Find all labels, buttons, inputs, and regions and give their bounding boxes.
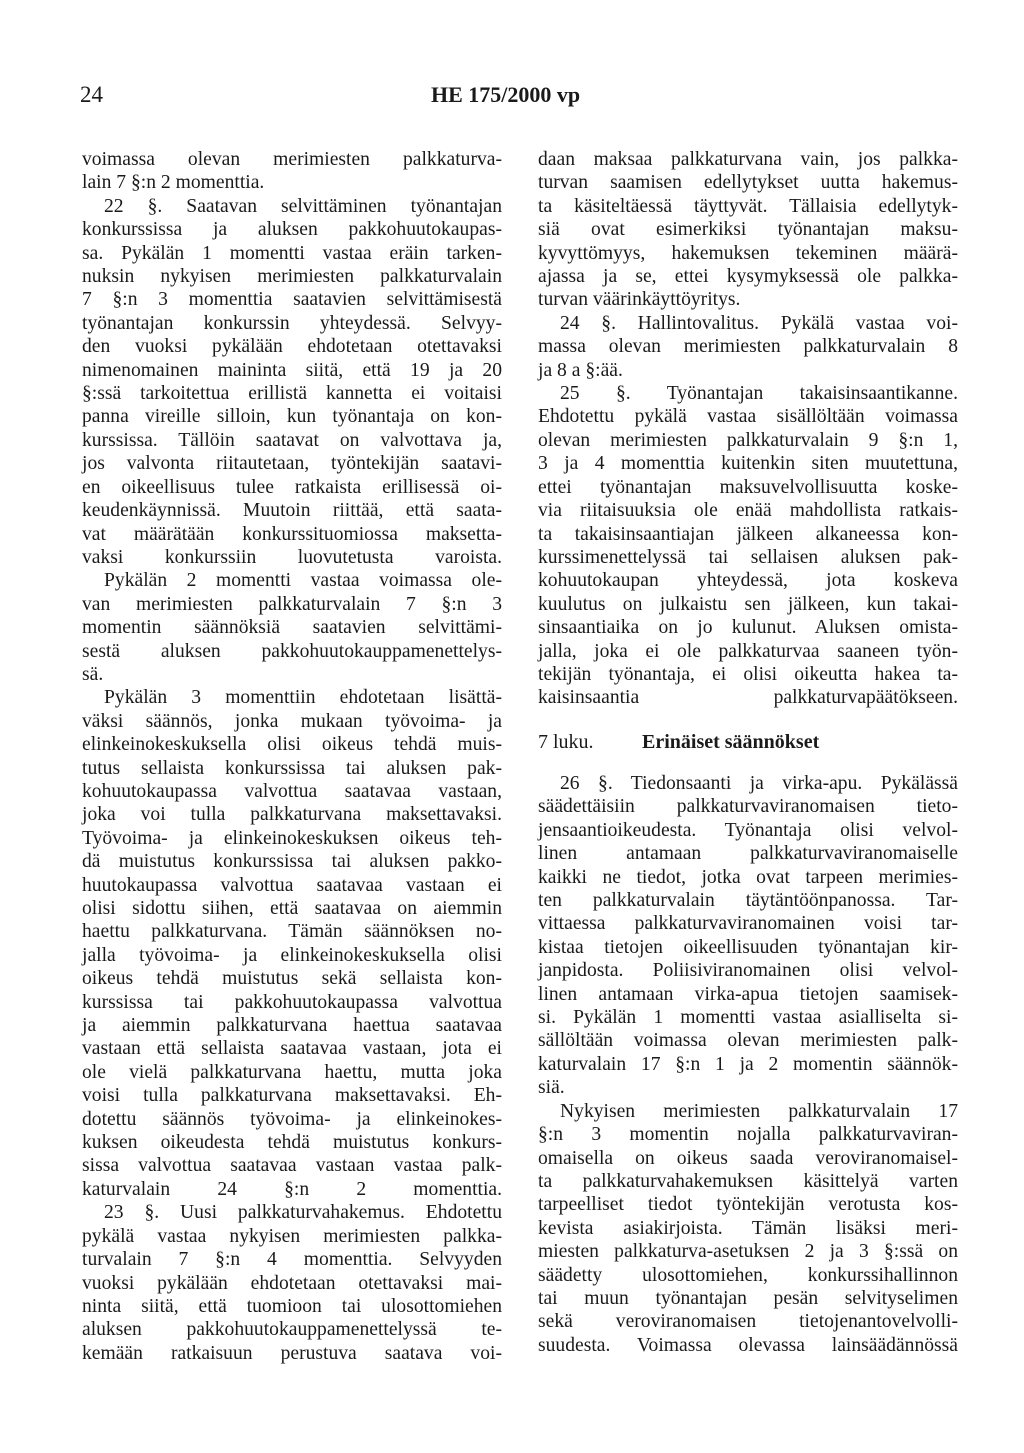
text-line: sa. Pykälän 1 momentti vastaa eräin tarken- — [82, 242, 502, 264]
text-line: vaksi konkurssiin luovutetusta varoista. — [82, 546, 502, 568]
text-line: kurssissa. Tällöin saatavat on valvottava ja, — [82, 429, 502, 451]
text-line: dä muistutus konkurssissa tai aluksen pakko- — [82, 851, 502, 873]
text-line: olisi sidottu siihen, että saatavaa on aiemmin — [82, 898, 502, 919]
page-number: 24 — [80, 82, 103, 107]
text-line: ajassa ja se, ettei kysymyksessä ole palkka- — [538, 266, 958, 288]
text-line: sinsaantiaika on jo kulunut. Aluksen omista- — [538, 617, 958, 639]
text-line: kuulutus on julkaistu sen jälkeen, kun takai- — [538, 593, 958, 615]
text-line: siä. — [538, 1077, 565, 1099]
text-line: jensaantioikeudesta. Työnantaja olisi velvol- — [538, 819, 958, 841]
text-line: dotettu säännös työvoima- ja elinkeinokes- — [82, 1108, 502, 1130]
text-line: panna vireille silloin, kun työnantaja on kon- — [82, 406, 502, 428]
text-line: kistaa tietojen oikeellisuuden työnantajan kir- — [538, 936, 958, 958]
text-line: siä ovat esimerkiksi työnantajan maksu- — [538, 219, 958, 241]
text-line: momentin säännöksiä saatavien selvittämi- — [82, 617, 502, 639]
text-line: Työvoima- ja elinkeinokeskuksen oikeus teh- — [82, 827, 502, 849]
text-line: sekä veroviranomaisen tietojenantovelvolli- — [538, 1311, 958, 1333]
text-line: en oikeellisuus tulee ratkaista erillisessä oi- — [82, 476, 502, 498]
text-line: säädetty ulosottomiehen, konkurssihallinnon — [538, 1264, 958, 1286]
document-id: HE 175/2000 vp — [431, 82, 581, 107]
text-line: keudenkäynnissä. Muutoin riittää, että saata- — [82, 500, 502, 522]
text-line: daan maksaa palkkaturvana vain, jos palkka- — [538, 149, 958, 170]
text-line: tekijän työnantaja, ei olisi oikeutta hakea ta- — [538, 663, 958, 685]
text-line: 26 §. Tiedonsaanti ja virka-apu. Pykälässä — [560, 773, 958, 794]
text-line: kemään ratkaisuun perustuva saatava voi- — [82, 1342, 502, 1364]
text-line: vittaessa palkkaturvaviranomainen voisi tar- — [538, 913, 958, 935]
right-column-top — [538, 148, 958, 710]
text-line: ta käsiteltäessä täyttyvät. Tällaisia edellytyk- — [538, 195, 958, 217]
right-column-bottom — [538, 772, 958, 1357]
text-line: aluksen pakkohuutokauppamenettelyssä te- — [82, 1319, 502, 1341]
text-line: omaisella on oikeus saada veroviranomaisel- — [538, 1147, 958, 1169]
text-line: 25 §. Työnantajan takaisinsaantikanne. — [560, 383, 958, 405]
chapter-number: 7 luku. — [538, 731, 594, 753]
text-line: ninta siitä, että tuomioon tai ulosottomiehen — [82, 1295, 502, 1317]
text-line: pykälä vastaa nykyisen merimiesten palkka- — [82, 1225, 502, 1247]
text-line: §:ssä tarkoitettua erillistä kannetta ei voitaisi — [82, 383, 502, 405]
text-line: Nykyisen merimiesten palkkaturvalain 17 — [560, 1100, 958, 1122]
text-line: voimassa olevan merimiesten palkkaturva- — [82, 149, 502, 170]
text-line: si. Pykälän 1 momentti vastaa asialliselta si- — [538, 1007, 958, 1029]
text-line: tarpeelliset tiedot työntekijän verotusta kos- — [538, 1194, 958, 1216]
text-line: lain 7 §:n 2 momenttia. — [82, 172, 265, 194]
text-line: ten palkkaturvalain täytäntöönpanossa. Tar- — [538, 890, 958, 912]
text-line: sissa valvottua saatavaa vastaan vastaa palk- — [82, 1155, 502, 1177]
text-line: elinkeinokeskuksella olisi oikeus tehdä muis- — [82, 734, 502, 756]
left-column — [82, 148, 502, 1365]
text-line: kohuutokaupan yhteydessä, jota koskeva — [538, 570, 958, 592]
text-line: katurvalain 24 §:n 2 momenttia. — [82, 1178, 502, 1200]
text-line: ta takaisinsaantiajan jälkeen alkaneessa kon- — [538, 523, 958, 545]
text-line: Pykälän 3 momenttiin ehdotetaan lisättä- — [104, 687, 502, 709]
text-line: ja 8 a §:ää. — [538, 359, 623, 381]
text-line: haettu palkkaturvana. Tämän säännöksen no- — [82, 921, 502, 943]
text-line: säädettäisiin palkkaturvaviranomaisen tieto- — [538, 796, 958, 818]
text-line: kurssissa tai pakkohuutokaupassa valvottua — [82, 991, 502, 1013]
text-line: olevan merimiesten palkkaturvalain 9 §:n 1, — [538, 429, 958, 451]
text-line: katurvalain 17 §:n 1 ja 2 momentin säännök- — [538, 1053, 958, 1075]
text-line: jalla, joka ei ole palkkaturvaa saaneen työn- — [538, 640, 958, 662]
text-line: §:n 3 momentin nojalla palkkaturvaviran- — [538, 1124, 958, 1146]
text-line: joka voi tulla palkkaturvana maksettavaksi. — [82, 804, 502, 826]
text-line: miesten palkkaturva-asetuksen 2 ja 3 §:ssä on — [538, 1241, 958, 1263]
text-line: kaikki ne tiedot, jotka ovat tarpeen merimies- — [538, 866, 958, 888]
chapter-title: Erinäiset säännökset — [642, 731, 820, 753]
text-line: 7 §:n 3 momenttia saatavien selvittämisestä — [82, 289, 502, 311]
text-line: ole vielä palkkaturvana haettu, mutta joka — [82, 1061, 502, 1083]
text-line: 3 ja 4 momenttia kuitenkin siten muutettuna, — [538, 453, 958, 475]
text-line: kuksen oikeudesta tehdä muistutus konkurs- — [82, 1132, 502, 1154]
text-line: linen antamaan virka-apua tietojen saamisek- — [538, 983, 958, 1005]
text-line: sällöltään voimassa olevan merimiesten palk- — [538, 1030, 958, 1052]
text-line: kaisinsaantia palkkaturvapäätökseen. — [538, 687, 958, 709]
text-line: janpidosta. Poliisiviranomainen olisi velvol- — [538, 960, 958, 982]
text-line: Ehdotettu pykälä vastaa sisällöltään voimassa — [538, 406, 958, 428]
text-line: voisi tulla palkkaturvana maksettavaksi. Eh- — [82, 1085, 502, 1107]
text-line: työnantajan konkurssin yhteydessä. Selvyy- — [82, 312, 502, 334]
text-line: sestä aluksen pakkohuutokauppamenettelys- — [82, 640, 502, 662]
text-line: turvan saamisen edellytykset uutta hakemus- — [538, 172, 958, 194]
chapter-heading — [538, 731, 958, 754]
text-line: linen antamaan palkkaturvaviranomaiselle — [538, 843, 958, 865]
text-line: vastaan että sellaista saatavaa vastaan, jota ei — [82, 1038, 502, 1060]
text-line: kohuutokaupassa valvottua saatavaa vastaan, — [82, 780, 502, 802]
text-line: ja aiemmin palkkaturvana haettua saatavaa — [82, 1015, 502, 1037]
text-line: kevista asiakirjoista. Tämän lisäksi meri- — [538, 1217, 958, 1239]
text-line: turvan väärinkäyttöyritys. — [538, 289, 741, 311]
text-line: van merimiesten palkkaturvalain 7 §:n 3 — [82, 593, 502, 615]
text-line: vuoksi pykälään ehdotetaan otettavaksi mai- — [82, 1272, 502, 1294]
text-line: suudesta. Voimassa olevassa lainsäädännössä — [538, 1334, 958, 1356]
text-line: ta palkkaturvahakemuksen käsittelyä varten — [538, 1170, 958, 1192]
text-line: nuksin nykyisen merimiesten palkkaturvalain — [82, 266, 502, 288]
text-line: tai muun työnantajan pesän selvityselimen — [538, 1287, 958, 1309]
text-line: kurssimenettelyssä tai sellaisen aluksen pak- — [538, 546, 958, 568]
text-line: 24 §. Hallintovalitus. Pykälä vastaa voi- — [560, 312, 958, 334]
text-line: tutus sellaista konkurssissa tai aluksen pak- — [82, 757, 502, 779]
text-line: den vuoksi pykälään ehdotetaan otettavaksi — [82, 336, 502, 358]
text-line: vat määrätään konkurssituomiossa maksetta- — [82, 523, 502, 545]
text-line: huutokaupassa valvottua saatavaa vastaan ei — [82, 874, 502, 896]
text-line: jos valvonta riitautetaan, työntekijän saatavi- — [82, 453, 502, 475]
text-line: ettei työnantajan maksuvelvollisuutta koske- — [538, 476, 958, 498]
text-line: via riitaisuuksia ole enää mahdollista ratkais- — [538, 500, 958, 522]
text-line: massa olevan merimiesten palkkaturvalain 8 — [538, 336, 958, 358]
text-line: kyvyttömyys, hakemuksen tekeminen määrä- — [538, 242, 958, 264]
text-line: nimenomainen maininta siitä, että 19 ja 20 — [82, 359, 502, 381]
text-line: turvalain 7 §:n 4 momenttia. Selvyyden — [82, 1249, 502, 1271]
text-line: 22 §. Saatavan selvittäminen työnantajan — [104, 195, 502, 217]
text-line: sä. — [82, 663, 104, 685]
text-line: oikeus tehdä muistutus sekä sellaista kon- — [82, 968, 502, 990]
text-line: 23 §. Uusi palkkaturvahakemus. Ehdotettu — [104, 1202, 502, 1224]
text-line: konkurssissa ja aluksen pakkohuutokaupas- — [82, 219, 502, 241]
text-line: väksi säännös, jonka mukaan työvoima- ja — [82, 710, 502, 732]
text-line: Pykälän 2 momentti vastaa voimassa ole- — [104, 570, 502, 592]
text-line: jalla työvoima- ja elinkeinokeskuksella olisi — [82, 944, 502, 966]
